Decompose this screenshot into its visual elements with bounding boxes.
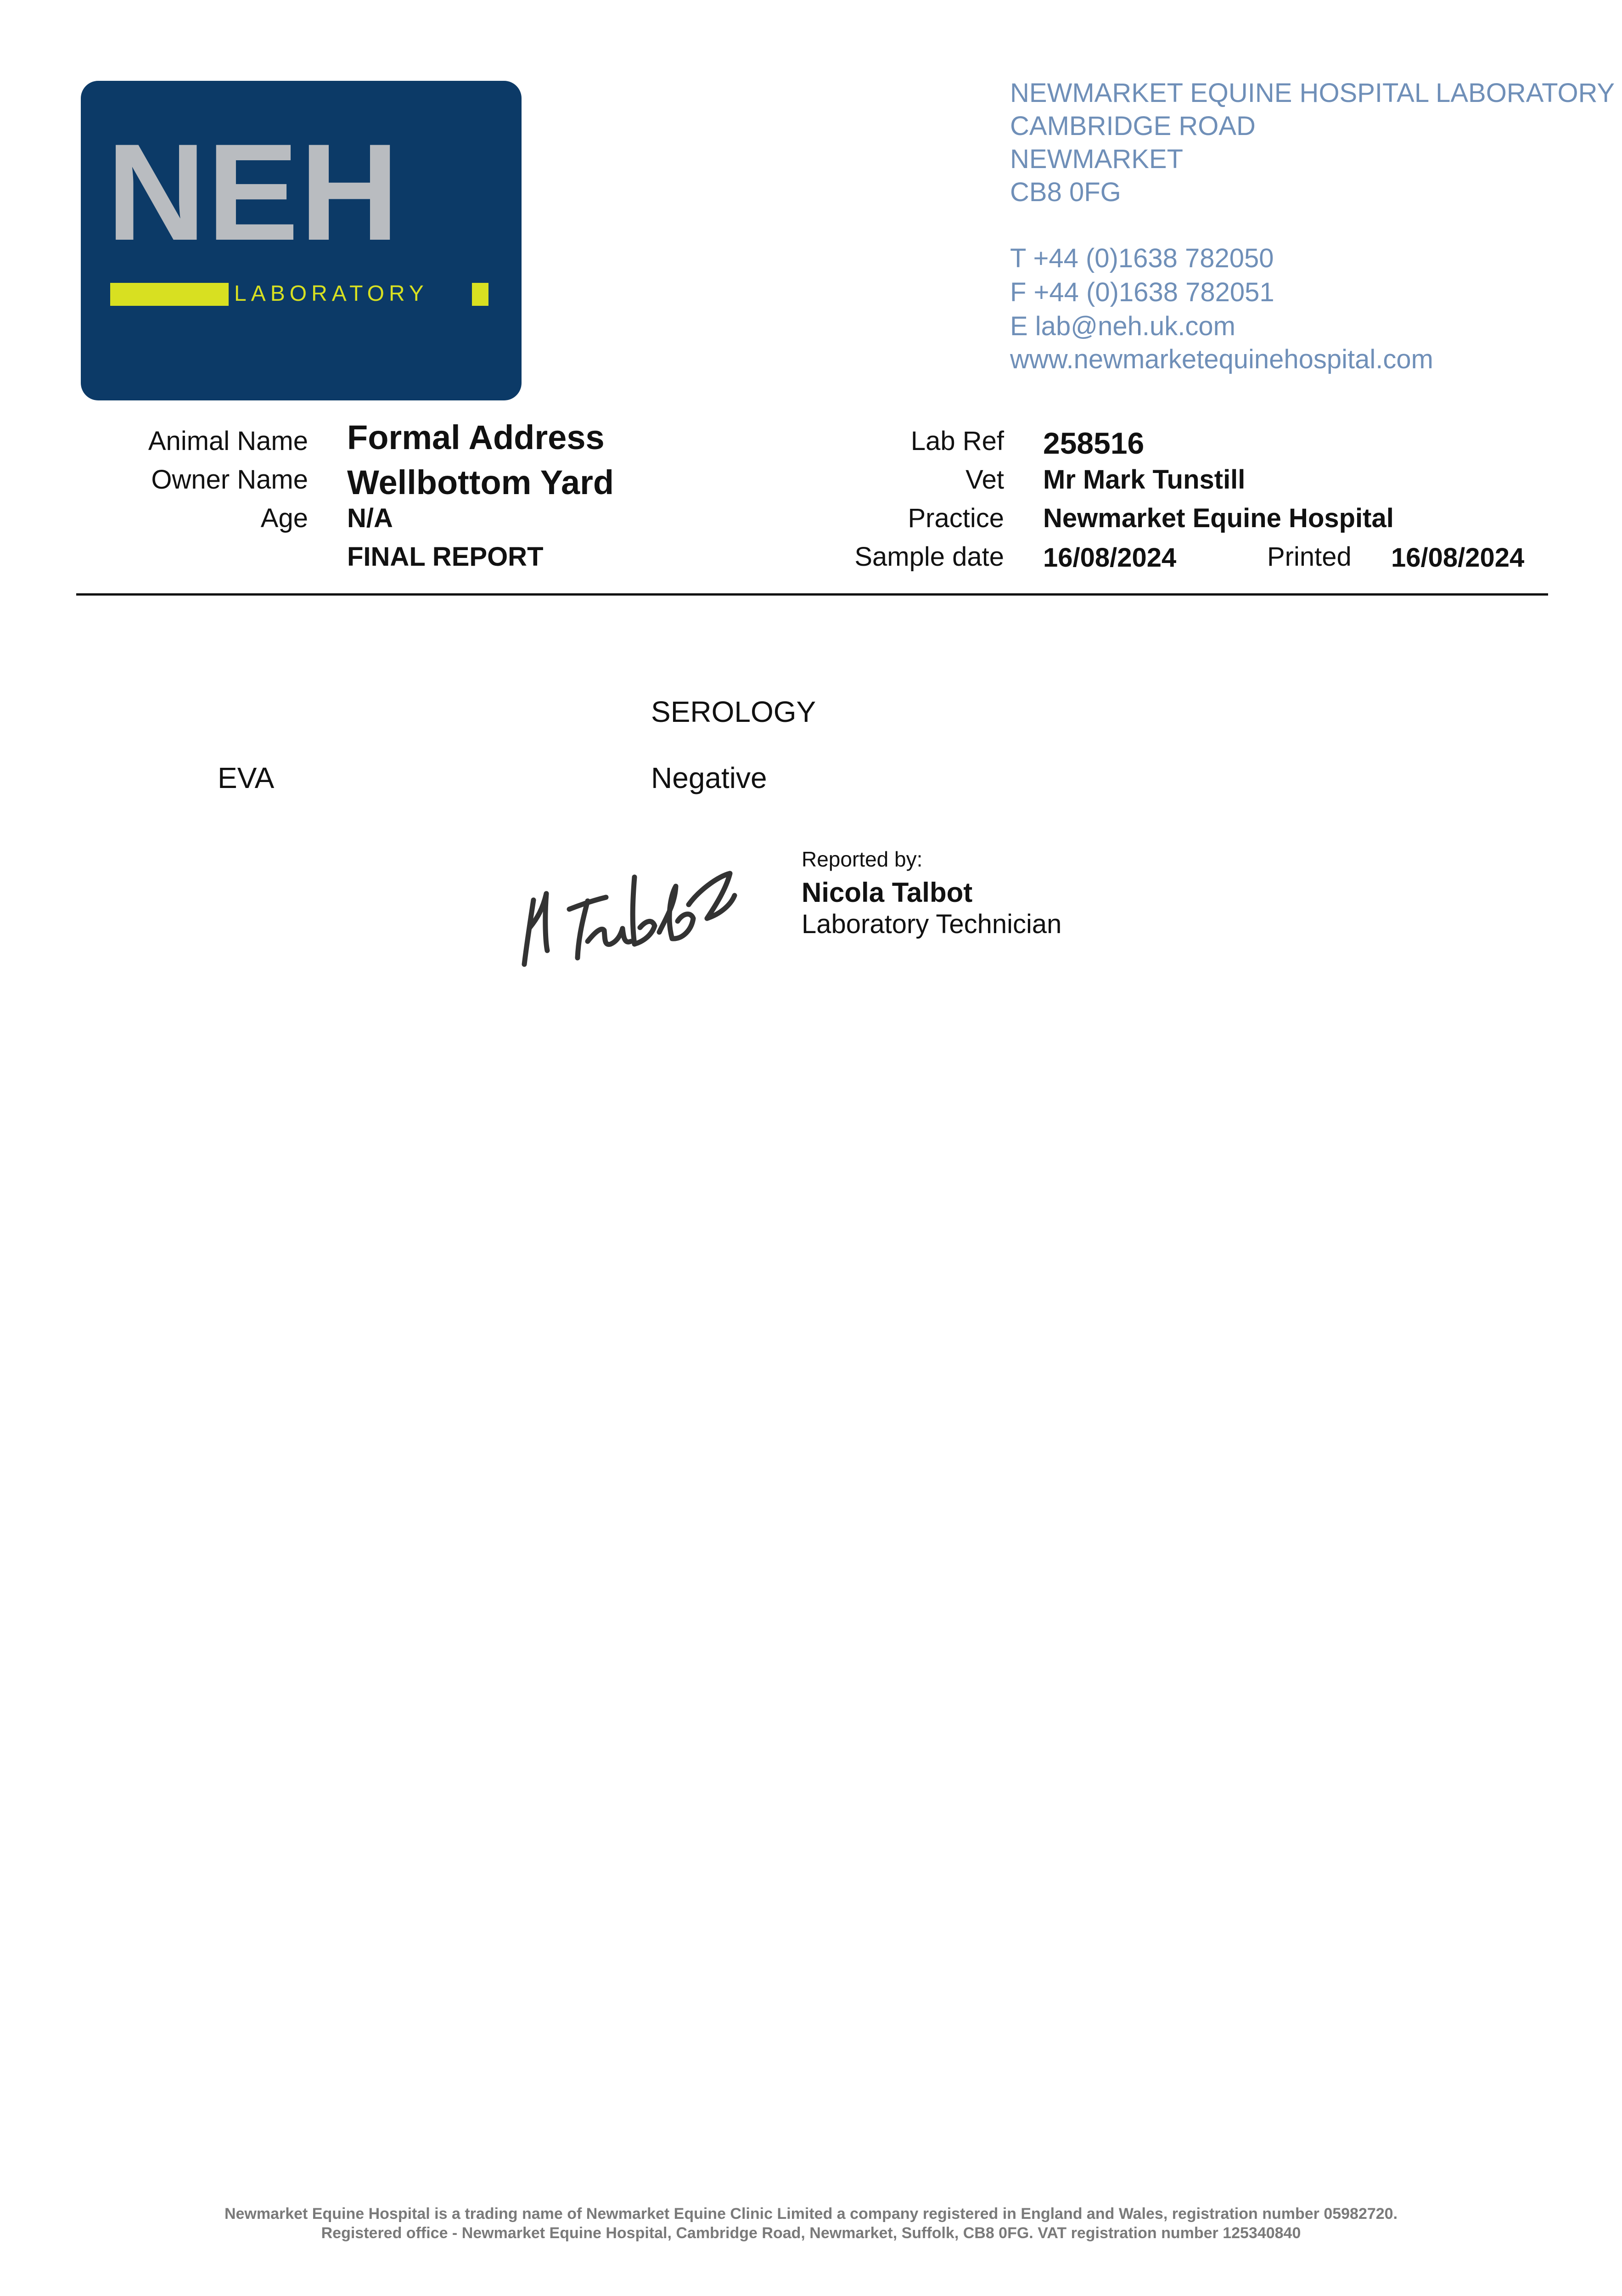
reporter-role: Laboratory Technician (802, 909, 1062, 939)
printed-date-value: 16/08/2024 (1391, 543, 1525, 573)
website-url: www.newmarketequinehospital.com (1010, 344, 1433, 374)
animal-name-label: Animal Name (148, 426, 308, 456)
owner-name-value: Wellbottom Yard (347, 463, 614, 501)
vet-label: Vet (965, 465, 1004, 495)
practice-value: Newmarket Equine Hospital (1043, 503, 1394, 533)
footer-line-2: Registered office - Newmarket Equine Hospital, Cambridge Road, Newmarket, Suffolk, CB8 0FG. VAT registration number 125340840 (321, 2224, 1301, 2242)
lab-name: NEWMARKET EQUINE HOSPITAL LABORATORY (1010, 78, 1615, 108)
age-value: N/A (347, 503, 393, 533)
signature-image (514, 850, 753, 978)
animal-name-value: Formal Address (347, 418, 605, 456)
lab-ref-value: 258516 (1043, 426, 1145, 460)
printed-label: Printed (1267, 542, 1352, 572)
logo-accent-bar-end (472, 283, 488, 306)
header-divider (76, 593, 1548, 596)
logo-letters: NEH (107, 115, 400, 269)
reported-by-label: Reported by: (802, 847, 923, 871)
footer-line-1: Newmarket Equine Hospital is a trading name of Newmarket Equine Clinic Limited a company registered in England and Wales, registration number 05982720. (224, 2205, 1398, 2223)
logo-subtitle: LABORATORY (234, 281, 428, 306)
neh-laboratory-logo (81, 81, 522, 400)
email-address: E lab@neh.uk.com (1010, 311, 1235, 341)
test-result: Negative (651, 761, 767, 794)
address-postcode: CB8 0FG (1010, 177, 1121, 207)
lab-ref-label: Lab Ref (910, 426, 1004, 456)
report-status: FINAL REPORT (347, 542, 544, 572)
fax-number: F +44 (0)1638 782051 (1010, 277, 1274, 307)
address-street: CAMBRIDGE ROAD (1010, 111, 1256, 141)
practice-label: Practice (908, 503, 1004, 533)
address-town: NEWMARKET (1010, 144, 1183, 174)
test-name: EVA (218, 761, 275, 794)
owner-name-label: Owner Name (151, 465, 308, 495)
section-title: SEROLOGY (651, 695, 816, 728)
reporter-name: Nicola Talbot (802, 877, 973, 908)
logo-accent-bar (110, 283, 229, 306)
sample-date-label: Sample date (854, 542, 1004, 572)
age-label: Age (260, 503, 308, 533)
phone-number: T +44 (0)1638 782050 (1010, 243, 1274, 273)
vet-value: Mr Mark Tunstill (1043, 465, 1246, 495)
sample-date-value: 16/08/2024 (1043, 543, 1177, 573)
